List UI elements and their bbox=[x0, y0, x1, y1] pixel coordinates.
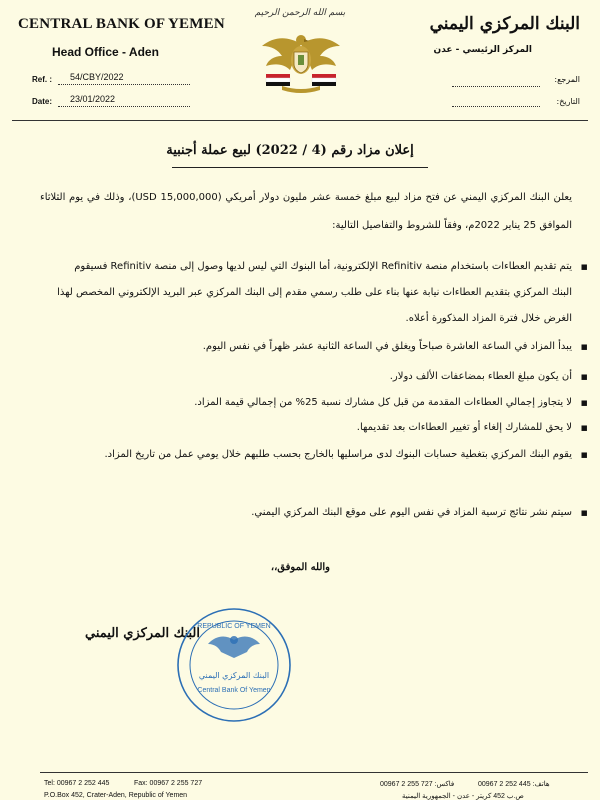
date-underline-ar bbox=[452, 106, 540, 107]
bullet-item: ▪ يتم تقديم العطاءات باستخدام منصة Refinitiv الإلكترونية، أما البنوك التي ليس لديها وصول إلى منصة Refinitiv فسيقوم البنك المركزي بتقديم العطاءات نيابة عنها بناء على طلب رسمي مقدم إلى البنك المركزي عبر البريد الإلكتروني المخصص لهذا الغرض خلال فترة المزاد المذكورة أعلاه. bbox=[52, 254, 572, 332]
footer-tel: Tel: 00967 2 252 445 bbox=[44, 780, 110, 787]
bullet-item: ▪ أن يكون مبلغ العطاء بمضاعفات الألف دولار. bbox=[52, 364, 572, 390]
ref-label: Ref. : bbox=[32, 75, 52, 84]
ref-underline bbox=[58, 84, 190, 85]
title-underline bbox=[172, 167, 428, 168]
date-underline bbox=[58, 106, 190, 107]
yemen-emblem-icon bbox=[258, 26, 344, 94]
bullet-item: ▪ سيتم نشر نتائج ترسية المزاد في نفس اليوم على موقع البنك المركزي اليمني. bbox=[52, 500, 572, 526]
stamp-text-ar: البنك المركزي اليمني bbox=[198, 671, 270, 680]
bullet-item: ▪ يقوم البنك المركزي بتغطية حسابات البنوك لدى مراسليها بالخارج بحسب طلبهم خلال يومي عمل من تاريخ المزاد. bbox=[52, 442, 572, 468]
intro-paragraph: يعلن البنك المركزي اليمني عن فتح مزاد لبيع مبلغ خمسة عشر مليون دولار أمريكي (15,000,000 USD)، وذلك في يوم الثلاثاء الموافق 25 يناير 2022م، وفقاً للشروط والتفاصيل التالية: bbox=[40, 192, 572, 231]
bullet-item: ▪ لا يحق للمشارك إلغاء أو تغيير العطاءات بعد تقديمها. bbox=[52, 415, 572, 441]
date-label-ar: التاريخ: bbox=[556, 97, 580, 106]
official-stamp-icon bbox=[175, 606, 293, 724]
closing-phrase: والله الموفق،، bbox=[270, 562, 330, 573]
office-name-ar: المركز الرئيسي - عدن bbox=[433, 45, 532, 55]
footer-divider bbox=[40, 772, 588, 773]
signature-bank-name: البنك المركزي اليمني bbox=[85, 626, 200, 641]
ref-underline-ar bbox=[452, 86, 540, 87]
bank-name-en: CENTRAL BANK OF YEMEN bbox=[18, 16, 225, 32]
footer-fax-ar: فاكس: 727 255 2 00967 bbox=[380, 781, 455, 788]
ref-label-ar: المرجع: bbox=[554, 75, 580, 84]
announcement-title: إعلان مزاد رقم (4 / 2022) لبيع عملة أجنبية bbox=[166, 143, 414, 158]
bullet-item: ▪ لا يتجاوز إجمالي العطاءات المقدمة من قبل كل مشارك نسبة 25% من إجمالي قيمة المزاد. bbox=[52, 390, 572, 416]
footer-po-box: P.O.Box 452, Crater-Aden, Republic of Yemen bbox=[44, 792, 188, 799]
stamp-text-en: Central Bank Of Yemen bbox=[197, 687, 271, 694]
basmala: بسم الله الرحمن الرحيم bbox=[254, 8, 346, 18]
bank-name-ar: البنك المركزي اليمني bbox=[429, 14, 580, 34]
bullet-item: ▪ يبدأ المزاد في الساعة العاشرة صباحاً ويغلق في الساعة الثانية عشر ظهراً في نفس اليوم. bbox=[52, 334, 572, 360]
header-divider bbox=[12, 120, 588, 121]
footer-tel-ar: هاتف: 445 252 2 00967 bbox=[478, 781, 550, 788]
stamp-text-top: REPUBLIC OF YEMEN bbox=[197, 623, 271, 630]
office-name-en: Head Office - Aden bbox=[52, 45, 159, 59]
date-value: 23/01/2022 bbox=[70, 94, 116, 104]
footer-fax: Fax: 00967 2 255 727 bbox=[134, 780, 203, 787]
date-label: Date: bbox=[32, 97, 53, 106]
ref-value: 54/CBY/2022 bbox=[70, 72, 124, 82]
footer-po-box-ar: ص.ب 452 كريتر - عدن - الجمهورية اليمنية bbox=[402, 793, 524, 800]
